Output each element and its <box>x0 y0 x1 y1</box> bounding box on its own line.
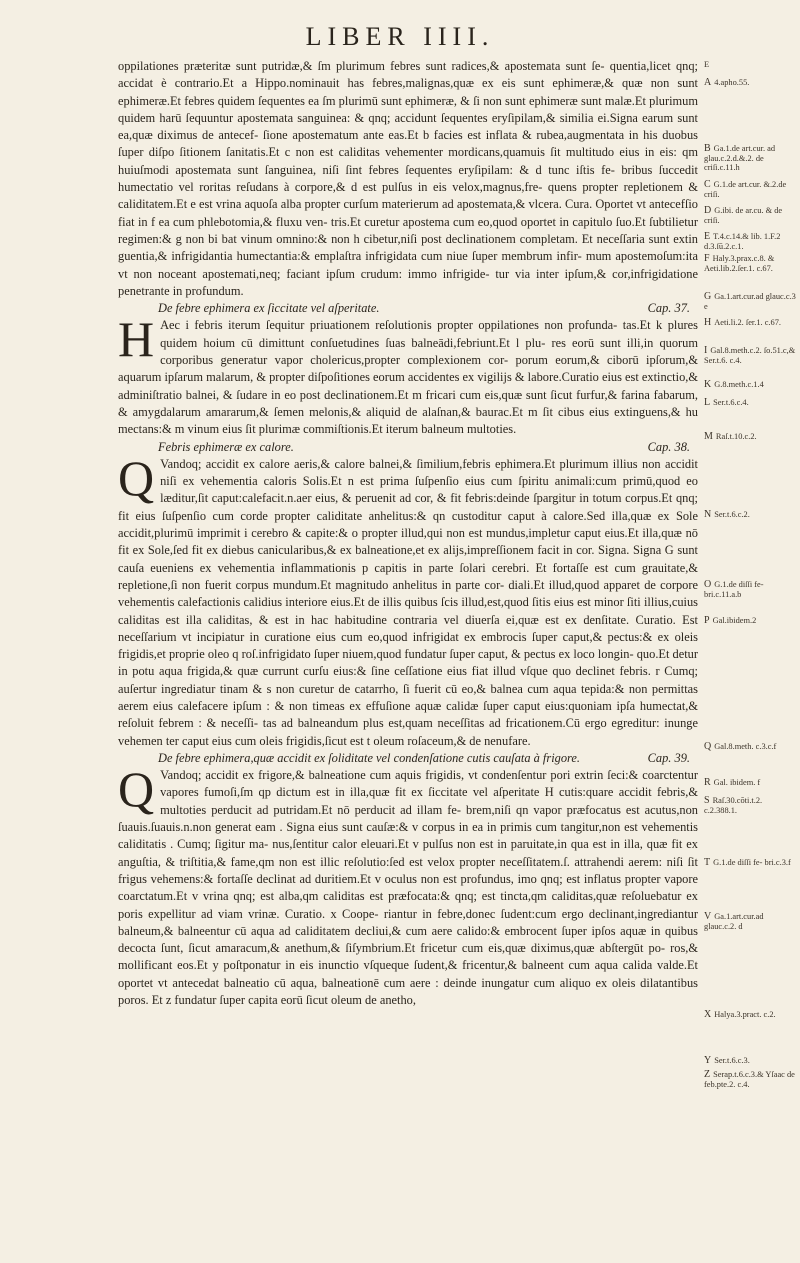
drop-cap: H <box>118 311 155 368</box>
marginal-gloss: V Ga.1.art.cur.ad glauc.c.2. d <box>704 911 764 931</box>
drop-cap: Q <box>118 761 155 818</box>
marginal-gloss: A 4.apho.55. <box>704 77 750 88</box>
drop-cap: Q <box>118 449 155 506</box>
marginal-gloss: C G.1.de art.cur. &.2.de criſi. <box>704 179 787 199</box>
marginal-gloss: N Ser.t.6.c.2. <box>704 509 750 520</box>
paragraph-text: Vandoq; accidit ex frigore,& balneatione cum aquis frigidis, vt condenſentur pori extrin ſeci:& coarctentur vapores fumoſi,ſm qp dictum est in illa,quæ fit ex ſiccitate vel aſperitate H cutis:quare accidit febris,& multoties perducit ad putridam.Et nō perducit ad illam fe- brem,niſi qn vapor præfocatus est acutus,non ſuauis.ſuauis.n.non generat eam . Signa eius sunt cauſæ:& v corpus in ea in primis cum tangitur,non est vehementis caliditatis . Cumq; ſigitur ma- nus,ſentitur calor eleuari.Et v pulſus non est in paruitate,in qua est in illa, quæ fit ex anguſtia, & triſtitia,& fame,qm non est illic reſolutio:ſed est velox propter neceſſitatem.ſ. attrahendi aerem: niſi ſit frigus vehemens:& fortaſſe declinat ad duritiem.Et v oculus non est profundus, imo qnq; est inflatus propter vapore coarctatum.Et v vrina qnq; est alba,qm caliditas est præfocata:& qnq; est tincta,qm caliditas,quæ reſoluebatur ex poris expellitur ad viam vrinæ. Curatio. x Coope- riantur in febre,donec ſudent:cum ergo declinant,ingrediantur balneum,& balneentur cū aqua ad caliditatem decliui,& cum aere calido:& embrocent ſuper ipſos aquæ in quibus decocta ſunt, ſicut amaracum,& anethum,& ſiſymbrium.Et fricetur cum eis,quæ diximus,quæ abſtergūt po- ros,& mollificant eos.Et y poſtponatur in eis inunctio vſqueque ſudent,& fricentur,& balneent cum aqua calida valde.Et oportet vt antecedat balneatio cū aqua, balneationē cum aere : deinde inungatur cum aliquo ex oleis dilatantibus poros. Et z fundatur ſuper capita eorū ſicut oleum de anetho, <box>118 768 698 1008</box>
marginal-gloss: X Halya.3.pract. c.2. <box>704 1009 776 1020</box>
chapter-title: De febre ephimera ex ſiccitate vel aſperitate. <box>158 301 380 316</box>
marginal-gloss: Y Ser.t.6.c.3. <box>704 1055 750 1066</box>
chapter-heading-37 <box>118 300 698 317</box>
chapter-number: Cap. 39. <box>647 750 690 765</box>
marginal-gloss: R Gal. ibidem. f <box>704 777 761 788</box>
marginal-gloss: Q Gal.8.meth. c.3.c.f <box>704 741 777 752</box>
marginal-gloss: Z Serap.t.6.c.3.& Yſaac de feb.pte.2. c.4. <box>704 1069 795 1089</box>
paragraph-intro: oppilationes præteritæ sunt putridæ,& ſm plurimum febres sunt radices,& apostemata sunt ſe- quentia,licet qnq; accidat è contrario.Et a Hippo.nominauit has febres,malignas,quæ ex eis sunt ephimeræ,& quæ non sunt ephimeræ.Et febres quidem ſequentes ea ſm plurimū sunt ephimeræ, & ſi non sunt ephimeræ sunt malæ.Et plurimum quidem harū ſequuntur apostemata sanguinea: & qnq; accidunt ſequentes eryſipilam,& similia ei.Signa earum sunt ea,quæ diximus de antecef- ſione apostematum ante eas.Et b facies est inflata & rubea,augmentata in his duobus ſuper diſpo ſitionem ſanitatis.Et c non est caliditas vehementer mordicans,quamuis ſit multitudo eius in eis: qm huiuſmodi apostemata sunt ſanguinea, niſi ſint febres ſequentes eryſipilam: & d tunc iſtis fe- bribus ſuccedit humectatio vel roritas reſudans à corpore,& d est pulſus in eis velox,magnus,fre- quens propter repletionem & caliditatem.Et e est vrina aquoſa alba propter curſum materierum ad apostemata,& vlcera. Cura. Oportet vt antecefſio fiat in f ea cum phlebotomia,& fluxu ven- tris.Et curetur apostema cum eo,quod oportet in capitulo ſuo.Et ſubtilietur regimen:& g non bi bat vinum omnino:& non h cibetur,niſi post declinationem completam. Et neceſſaria sunt extin guentia,& infrigidantia humectantia:& emplaſtra infrigidata cum niue ſuper membrum infir- mum apostemoſum:ita vt non noceant apostemati,neq; faciant ipſum crudum: immo infrigide- tur via inter ipſum,& cor,infrigidatione penetrante in profundum. <box>118 59 698 298</box>
marginal-gloss: K G.8.meth.c.1.4 <box>704 379 764 390</box>
chapter-title: Febris ephimeræ ex calore. <box>158 439 294 454</box>
marginal-gloss: G Ga.1.art.cur.ad glauc.c.3 e <box>704 291 796 311</box>
chapter-title: De febre ephimera,quæ accidit ex ſoliditate vel condenſatione cutis cauſata à frigore. <box>158 750 580 765</box>
main-text <box>118 58 698 1009</box>
chapter-heading-38 <box>118 439 698 456</box>
marginal-gloss: E T.4.c.14.& lib. 1.F.2 d.3.ſū.2.c.1. <box>704 231 781 251</box>
paragraph-chapter-38 <box>118 449 698 750</box>
paragraph-chapter-39 <box>118 761 698 1009</box>
marginal-gloss: H Aeti.li.2. ſer.1. c.67. <box>704 317 781 328</box>
marginal-gloss: T G.1.de diſſi fe- bri.c.3.f <box>704 857 791 868</box>
marginal-gloss: L Ser.t.6.c.4. <box>704 397 749 408</box>
marginal-gloss: O G.1.de diſſi fe- bri.c.11.a.b <box>704 579 764 599</box>
marginal-gloss: M Raſ.t.10.c.2. <box>704 431 757 442</box>
marginal-gloss: S Raſ.30.cōti.t.2. c.2.388.1. <box>704 795 763 815</box>
marginal-gloss: F Haly.3.prax.c.8. & Aeti.lib.2.ſer.1. c.67. <box>704 253 775 273</box>
chapter-heading-39 <box>118 750 698 767</box>
paragraph-text: Vandoq; accidit ex calore aeris,& calore balnei,& ſimilium,febris ephimera.Et plurimum illius non accidit niſi ex vehementia caloris Solis.Et n est prima ſuſpenſio eius cum ſpiritu animali:cum primū,quod eo læditur,ſit caput:calefacit.n.aer eius, & peruenit ad cor, & fit febris:deinde ſpargitur in totum corpus.Et qnq; fit eius ſuſpenſio cum corde propter caliditate anhelitus:& qn custoditur caput à calore.Sed illa,quæ ex Sole accidit,plurimū imprimit i cerebro & capite:& o propter illud,qui non est mundus,impletur caput eius.Et illa,quæ nō fit ex Sole,ſed fit ex diebus canicularibus,& ex balneatione,et ex alijs,impreſſionem facit in cor. Signa. Signa G sunt cauſa eueniens ex vehementia inflammationis p capitis in parte ſolari cerebri. Et fortaſſe est cum grauitate,& repletione,ſi non fuerit corpus mundum.Et magnitudo anhelitus in parte cor- diali.Et illud,quod apparet de corpore vehementis calefactionis calidius interiore eius.Et de illis quibus ſcis illud,est,quod ſitis eius est minor ſiti illius,cuius caliditas est illa caliditas, & est in hac habitudine contraria vel diuerſa ei,quæ est ex denſitate. Curatio. Est neceſſarium vt incipiatur in curatione eius cum eo,quod infrigidat ex embrocis ſuper caput,& pectus:& ex oleis frigidis,et proprie oleo q roſ.infrigidato ſuper niuem,quod fundatur ſuper caput, & pectus ex loco longin- quo.Et detur in potu aqua frigida,& quæ currunt curſu eius:& ſine ceſſatione eius fiat illud vſque quo declinet febris. r Cumq; auſertur ingrediatur tinam & s non curetur de catarrho, ſi fuerit cū eo,& balnea cum aqua tepida:& non permittas aerem eius calefacere ipſum : & non timeas ex effuſione aquæ calidæ ſuper caput eius:quoniam ipſa humectat,& reſoluit febrem : & neceſſi- tas ad balneandum plus est,quam neceſſitas ad fricationem.Cū ergo egreditur: inunge vehemen ter caput eius cum oleis frigidis,ſicut est t oleum roſaceum,& de nenufare. <box>118 456 698 748</box>
running-head: LIBER IIII. <box>305 22 495 51</box>
marginal-gloss: E <box>704 60 710 69</box>
marginal-gloss: D G.ibi. de ar.cu. & de criſi. <box>704 205 783 225</box>
marginal-gloss: P Gal.ibidem.2 <box>704 615 757 626</box>
paragraph-text: Aec i febris iterum ſequitur priuationem reſolutionis propter oppilationes non profunda- tas.Et k plures quidem hoium cū dimittunt conſuetudines ſuas balneādi,febriunt.Et l plu- res eorū sunt illi,in quorum corporibus generatur vapor cholericus,propter complexionem cor- porum eorum,& ciborū ipſorum,& aquarum ipſarum malarum, & propter diſpoſitiones eorum accidentes ex vigilijs & labore.Curatio eius est extinctio,& adminiſtratio balnei, & ſudare in eo post declinationem.Et m fricari cum eis,quæ sunt ſicut furfur,& farina fabarum, & amygdalarum amararum,& ſemen melonis,& aliquid de alaſnan,& baurac.Et m ſit cibus eius extinguens,& hu mectans:& m vinum eius ſit plurimæ commiſtionis.Et iterum balneum multoties. <box>118 318 698 437</box>
marginal-gloss: B Ga.1.de art.cur. ad glau.c.2.d.&.2. de criſi.c.11.h <box>704 143 776 173</box>
chapter-number: Cap. 38. <box>647 439 690 454</box>
chapter-number: Cap. 37. <box>647 301 690 316</box>
marginal-gloss: I Gal.8.meth.c.2. ſo.51.c,& Ser.t.6. c.4. <box>704 345 796 365</box>
paragraph-chapter-37 <box>118 311 698 438</box>
